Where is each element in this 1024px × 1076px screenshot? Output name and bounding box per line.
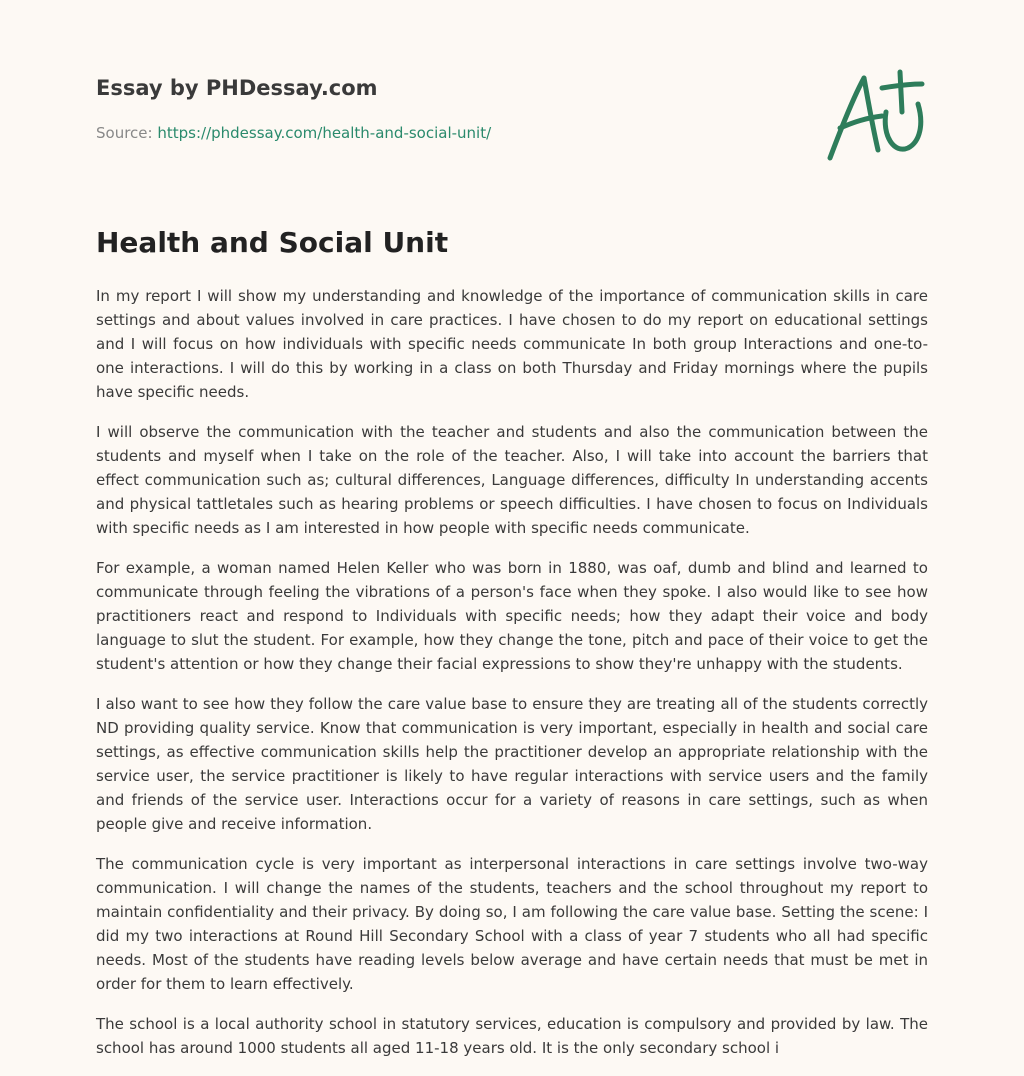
essay-paragraph: I will observe the communication with the teacher and students and also the communication between the students and myself when I take on the role of the teacher. Also, I will take into account the barriers that effect communication such as; cultural differences, Language differences, difficulty In understanding accents and physical tattletales such as hearing problems or speech difficulties. I have chosen to focus on Individuals with specific needs as I am interested in how people with specific needs communicate. (96, 423, 928, 537)
essay-paragraph: For example, a woman named Helen Keller who was born in 1880, was oaf, dumb and blind and learned to communicate through feeling the vibrations of a person's face when they spoke. I also would like to see how practitioners react and respond to Individuals with specific needs; how they adapt their voice and body language to slut the student. For example, how they change the tone, pitch and pace of their voice to get the student's attention or how they change their facial expressions to show they're unhappy with the students. (96, 559, 928, 673)
source-line (96, 124, 491, 142)
source-label: Source: (96, 124, 153, 142)
essay-paragraph: The communication cycle is very important as interpersonal interactions in care settings involve two-way communication. I will change the names of the students, teachers and the school throughout my report to maintain confidentiality and their privacy. By doing so, I am following the care value base. Setting the scene: I did my two interactions at Round Hill Secondary School with a class of year 7 students who all had specific needs. Most of the students have reading levels below average and have certain needs that must be met in order for them to learn effectively. (96, 855, 928, 993)
essay-title: Health and Social Unit (96, 226, 449, 259)
essay-paragraph: I also want to see how they follow the care value base to ensure they are treating all of the students correctly ND providing quality service. Know that communication is very important, especially in health and social care settings, as effective communication skills help the practitioner develop an appropriate relationship with the service user, the service practitioner is likely to have regular interactions with service users and the family and friends of the service user. Interactions occur for a variety of reasons in care settings, such as when people give and receive information. (96, 695, 928, 833)
a-plus-grade-icon (820, 66, 928, 166)
essay-paragraph: In my report I will show my understanding and knowledge of the importance of communication skills in care settings and about values involved in care practices. I have chosen to do my report on educational settings and I will focus on how individuals with specific needs communicate In both group Interactions and one-to- one interactions. I will do this by working in a class on both Thursday and Friday mornings where the pupils have specific needs. (96, 287, 928, 401)
source-link[interactable]: https://phdessay.com/health-and-social-unit/ (157, 124, 492, 142)
site-title: Essay by PHDessay.com (96, 76, 378, 100)
essay-paragraph: The school is a local authority school in statutory services, education is compulsory and provided by law. The school has around 1000 students all aged 11-18 years old. It is the only secondary school i (96, 1015, 928, 1057)
essay-body (96, 284, 928, 1076)
